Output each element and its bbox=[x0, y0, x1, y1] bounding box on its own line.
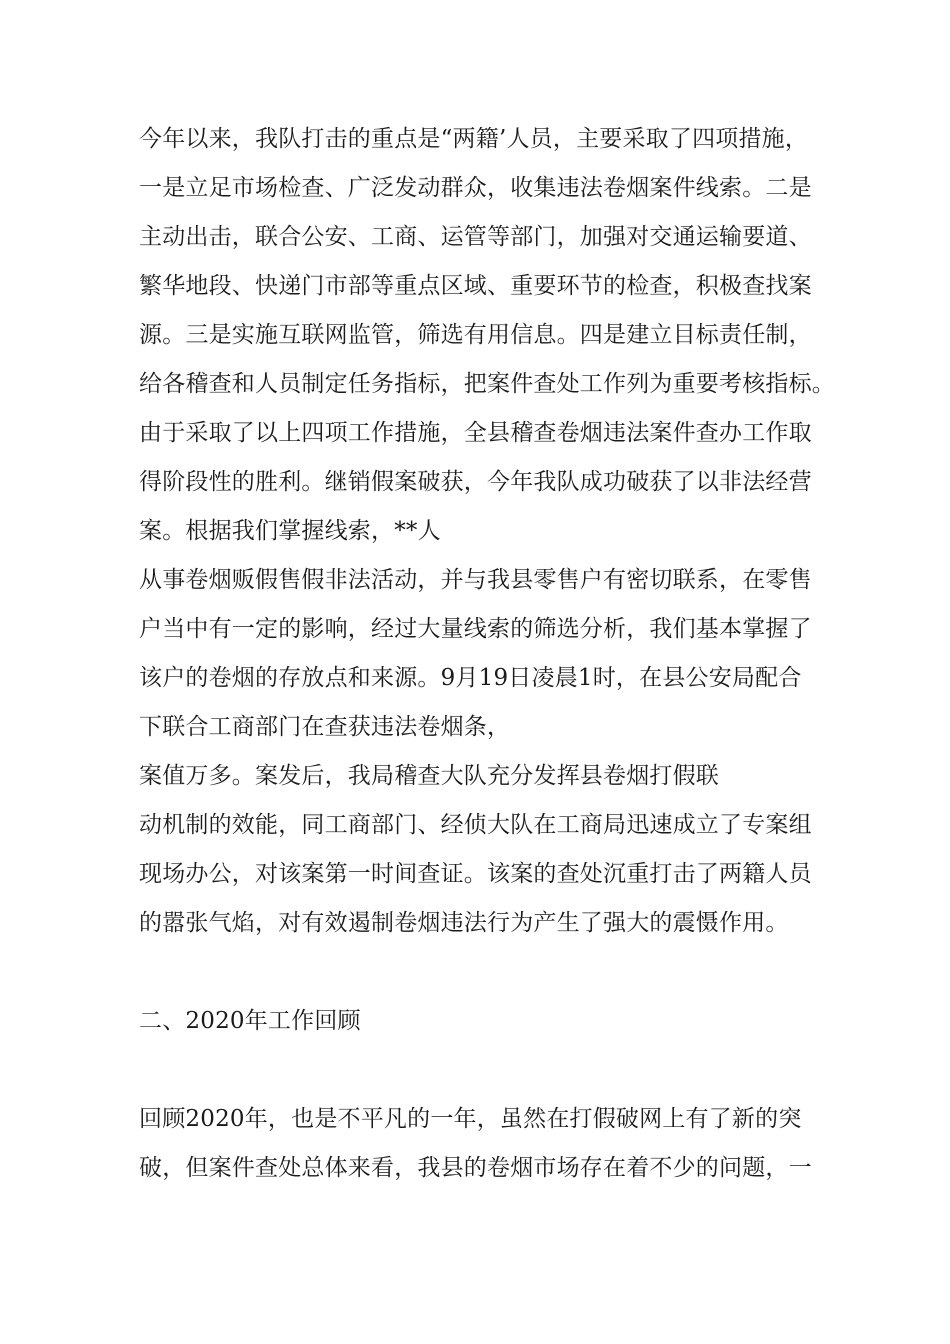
paragraph-line: 给各稽查和人员制定任务指标，把案件查处工作列为重要考核指标。 bbox=[139, 371, 835, 397]
paragraph-line: 从事卷烟贩假售假非法活动，并与我县零售户有密切联系，在零售 bbox=[139, 567, 812, 593]
paragraph-line: 由于采取了以上四项工作措施，全县稽查卷烟违法案件查办工作取 bbox=[139, 420, 812, 446]
paragraph-line: 户当中有一定的影响，经过大量线索的筛选分析，我们基本掌握了 bbox=[139, 616, 812, 642]
paragraph-line: 的嚣张气焰，对有效遏制卷烟违法行为产生了强大的震慑作用。 bbox=[139, 910, 789, 936]
paragraph-line: 今年以来，我队打击的重点是“两籍’人员，主要采取了四项措施， bbox=[139, 126, 809, 152]
paragraph-line: 繁华地段、快递门市部等重点区域、重要环节的检查，积极查找案 bbox=[139, 273, 812, 299]
section-heading: 二、2020年工作回顾 bbox=[139, 1008, 361, 1034]
paragraph-line: 现场办公，对该案第一时间查证。该案的查处沉重打击了两籍人员 bbox=[139, 861, 812, 887]
paragraph-line: 源。三是实施互联网监管，筛选有用信息。四是建立目标责任制， bbox=[139, 322, 812, 348]
paragraph-line: 得阶段性的胜利。继销假案破获，今年我队成功破获了以非法经营 bbox=[139, 469, 812, 495]
paragraph-line: 主动出击，联合公安、工商、运管等部门，加强对交通运输要道、 bbox=[139, 224, 812, 250]
paragraph-line: 案值万多。案发后，我局稽查大队充分发挥县卷烟打假联 bbox=[139, 763, 719, 789]
paragraph-line: 一是立足市场检查、广泛发动群众，收集违法卷烟案件线索。二是 bbox=[139, 175, 812, 201]
paragraph-line: 案。根据我们掌握线索，**人 bbox=[139, 518, 441, 544]
paragraph-line: 该户的卷烟的存放点和来源。9月19日凌晨1时，在县公安局配合 bbox=[139, 665, 802, 691]
paragraph-line: 下联合工商部门在查获违法卷烟条， bbox=[139, 714, 511, 740]
paragraph-line: 回顾2020年，也是不平凡的一年，虽然在打假破网上有了新的突 bbox=[139, 1106, 802, 1132]
paragraph-line: 破，但案件查处总体来看，我县的卷烟市场存在着不少的问题，一 bbox=[139, 1155, 812, 1181]
paragraph-line: 动机制的效能，同工商部门、经侦大队在工商局迅速成立了专案组 bbox=[139, 812, 812, 838]
